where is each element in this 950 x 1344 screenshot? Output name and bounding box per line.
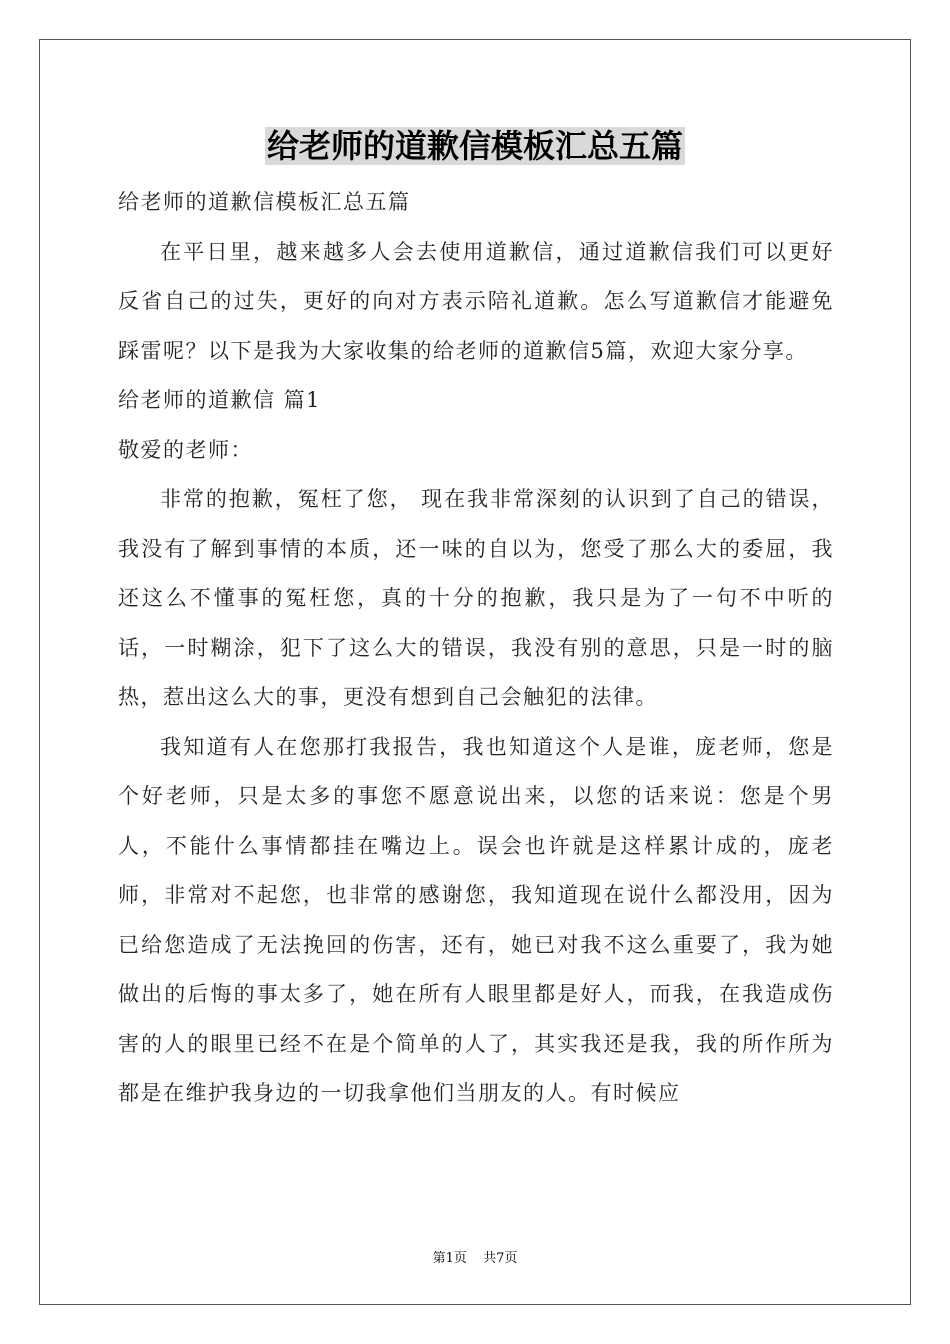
page-number: 第1页 <box>432 1251 467 1266</box>
paragraph-heading: 给老师的道歉信模板汇总五篇 <box>118 190 411 214</box>
salutation: 敬爱的老师： <box>118 437 253 462</box>
page-footer <box>0 1247 950 1266</box>
document-body <box>118 178 834 1119</box>
paragraph-body: 我知道有人在您那打我报告，我也知道这个人是谁，庞老师，您是个好老师，只是太多的事您不愿意说出来，以您的话来说：您是个男人，不能什么事情都挂在嘴边上。误会也许就是这样累计成的，庞老师，非常对不起您，也非常的感谢您，我知道现在说什么都没用，因为已给您造成了无法挽回的伤害，还有，她已对我不这么重要了，我为她做出的后悔的事太多了，她在所有人眼里都是好人，而我，在我造成伤害的人的眼里已经不在是个简单的人了，其实我还是我，我的所作所为都是在维护我身边的一切我拿他们当朋友的人。有时候应 <box>118 734 834 1105</box>
section-heading: 给老师的道歉信 篇1 <box>118 388 322 412</box>
paragraph-body: 非常的抱歉，冤枉了您， 现在我非常深刻的认识到了自己的错误，我没有了解到事情的本质，还一味的自以为，您受了那么大的委屈，我还这么不懂事的冤枉您，真的十分的抱歉，我只是为了一句不中听的话，一时糊涂，犯下了这么大的错误，我没有别的意思，只是一时的脑热，惹出这么大的事，更没有想到自己会触犯的法律。 <box>118 487 834 709</box>
paragraph-intro: 在平日里，越来越多人会去使用道歉信，通过道歉信我们可以更好反省自己的过失，更好的向对方表示陪礼道歉。怎么写道歉信才能避免踩雷呢？以下是我为大家收集的给老师的道歉信5篇，欢迎大家分享。 <box>118 239 834 363</box>
document-title <box>0 122 950 170</box>
page-total: 共7页 <box>483 1251 518 1266</box>
document-title-text: 给老师的道歉信模板汇总五篇 <box>266 127 683 165</box>
